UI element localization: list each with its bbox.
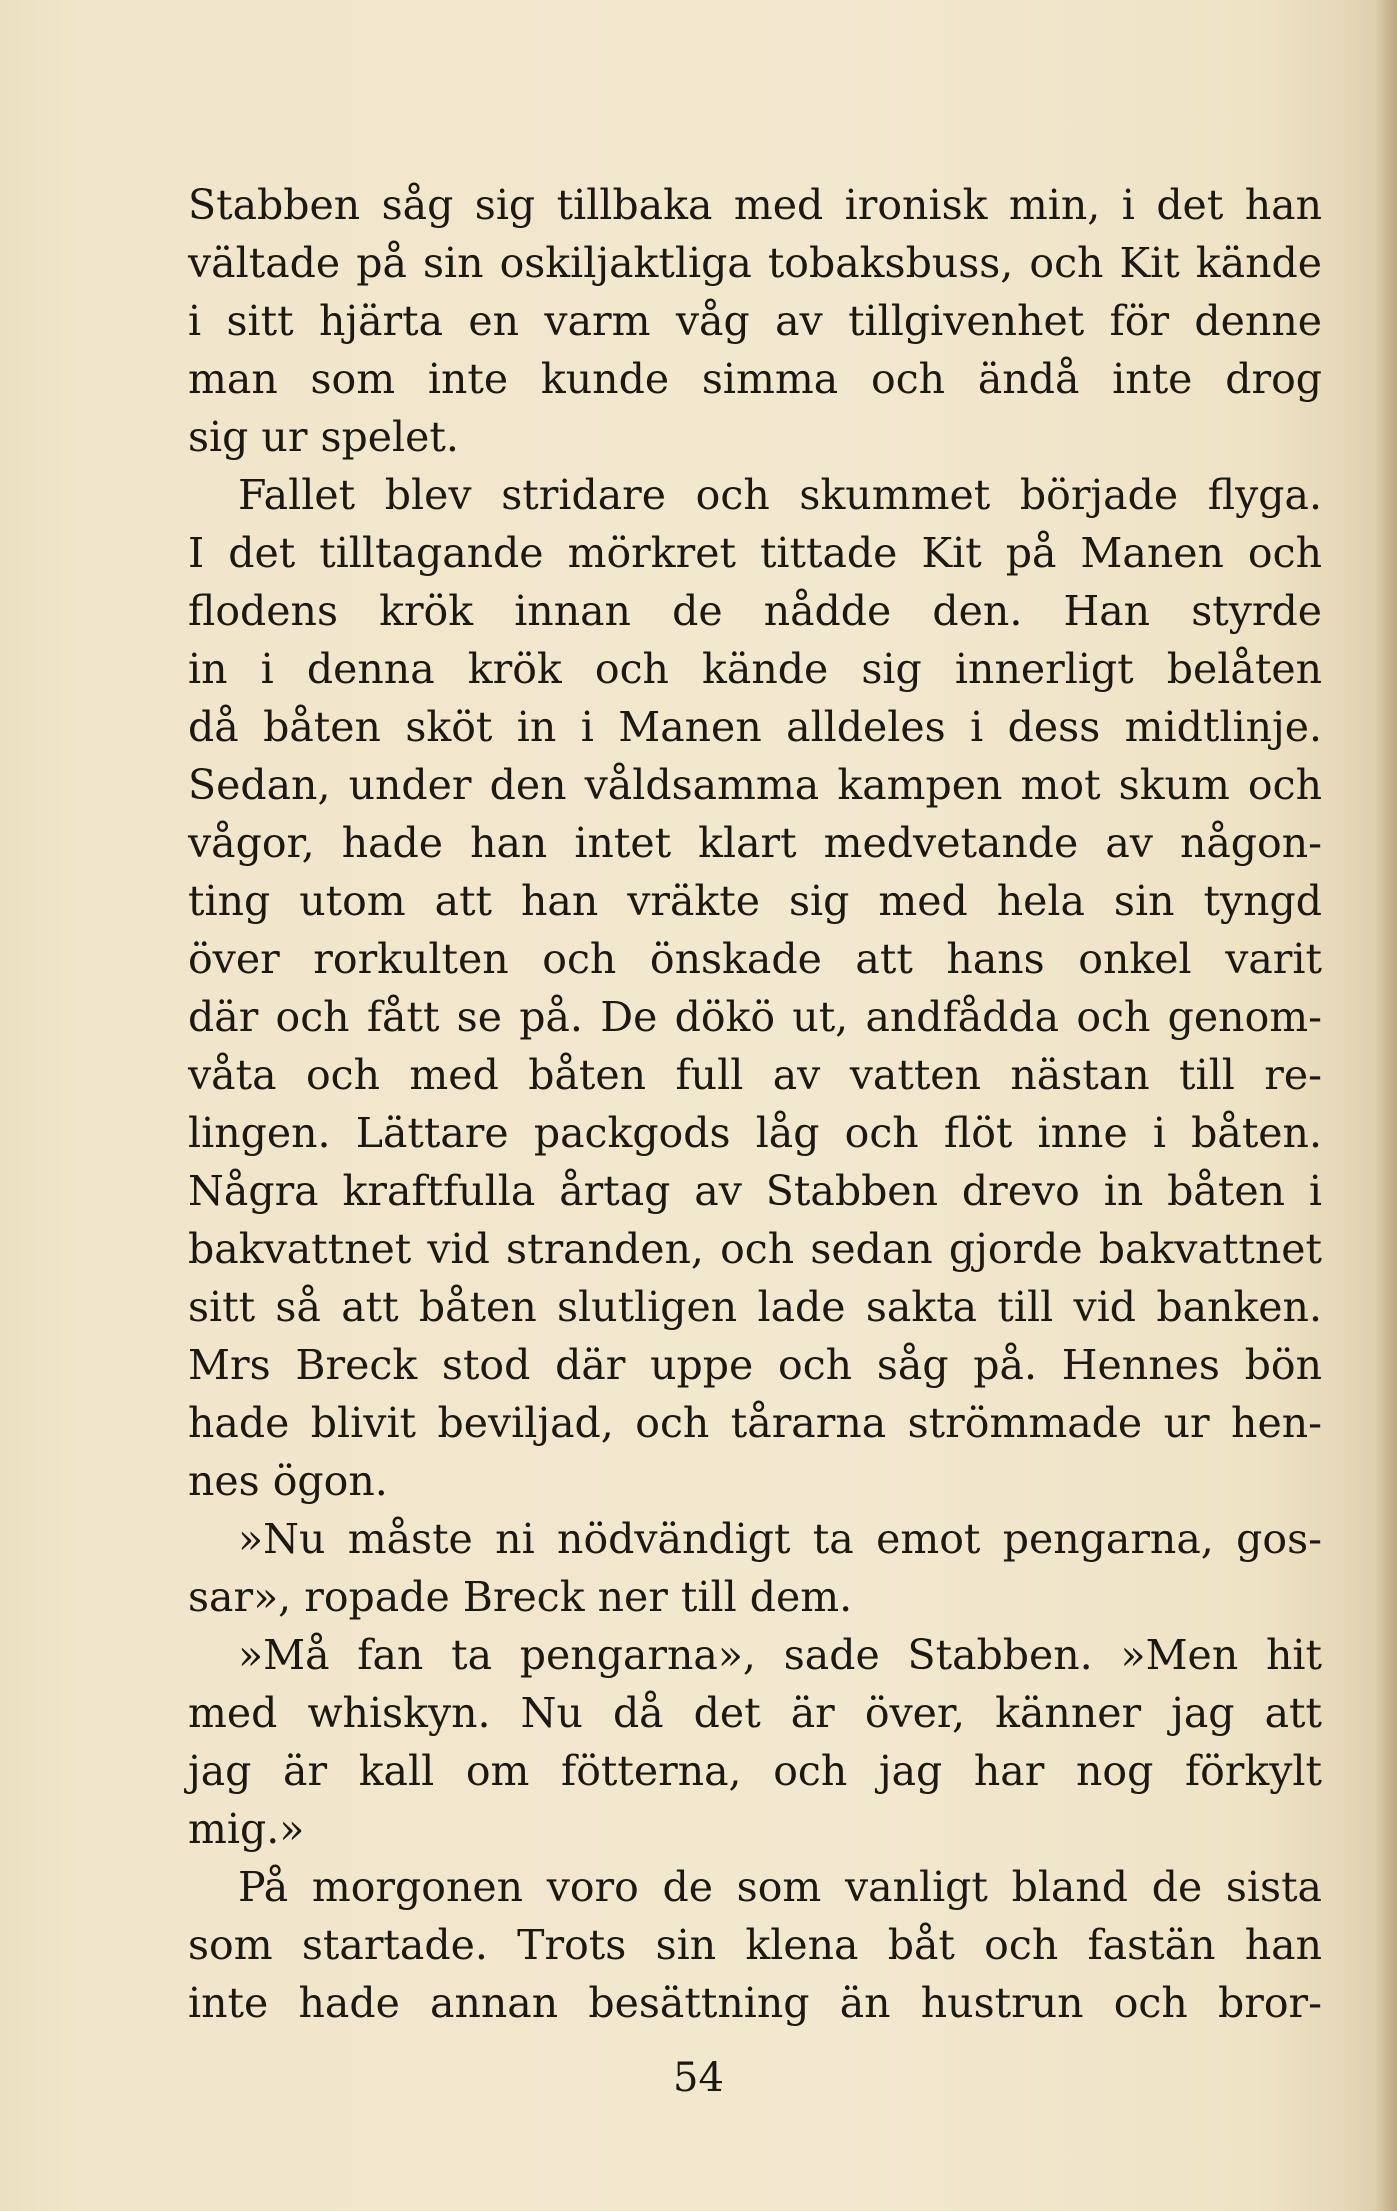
page-edge-shadow <box>1375 0 1397 2211</box>
text-line: med whiskyn. Nu då det är över, känner jag att <box>188 1689 1322 1737</box>
text-line: Stabben såg sig tillbaka med ironisk min, i det han <box>188 181 1322 229</box>
text-line: mig.» <box>188 1805 305 1853</box>
body-text <box>188 176 1322 2032</box>
text-line: »Må fan ta pengarna», sade Stabben. »Men hit <box>238 1631 1322 1679</box>
text-line: nes ögon. <box>188 1457 388 1505</box>
text-line: »Nu måste ni nödvändigt ta emot pengarna, gos- <box>238 1515 1322 1563</box>
text-line: flodens krök innan de nådde den. Han styrde <box>188 587 1322 635</box>
text-line: som startade. Trots sin klena båt och fastän han <box>188 1921 1322 1969</box>
text-line: då båten sköt in i Manen alldeles i dess midtlinje. <box>188 703 1322 751</box>
text-line: inte hade annan besättning än hustrun och bror- <box>188 1979 1322 2027</box>
text-line: På morgonen voro de som vanligt bland de sista <box>238 1863 1322 1911</box>
text-line: lingen. Lättare packgods låg och flöt inne i båten. <box>188 1109 1322 1157</box>
text-line: i sitt hjärta en varm våg av tillgivenhet för denne <box>188 297 1322 345</box>
text-line: Några kraftfulla årtag av Stabben drevo in båten i <box>188 1167 1322 1215</box>
text-line: sar», ropade Breck ner till dem. <box>188 1573 853 1621</box>
text-line: I det tilltagande mörkret tittade Kit på Manen och <box>188 529 1322 577</box>
text-line: över rorkulten och önskade att hans onkel varit <box>188 935 1322 983</box>
text-line: sig ur spelet. <box>188 413 459 461</box>
text-line: där och fått se på. De dökö ut, andfådda och genom- <box>188 993 1322 1041</box>
text-line: bakvattnet vid stranden, och sedan gjorde bakvattnet <box>188 1225 1322 1273</box>
text-line: Fallet blev stridare och skummet började flyga. <box>238 471 1322 519</box>
text-line: Sedan, under den våldsamma kampen mot skum och <box>188 761 1322 809</box>
text-line: ting utom att han vräkte sig med hela sin tyngd <box>188 877 1322 925</box>
text-line: vågor, hade han intet klart medvetande av någon- <box>188 819 1322 867</box>
text-line: in i denna krök och kände sig innerligt belåten <box>188 645 1322 693</box>
text-line: man som inte kunde simma och ändå inte drog <box>188 355 1322 403</box>
text-line: våta och med båten full av vatten nästan till re- <box>188 1051 1322 1099</box>
text-line: hade blivit beviljad, och tårarna strömmade ur hen- <box>188 1399 1322 1447</box>
text-line: sitt så att båten slutligen lade sakta till vid banken. <box>188 1283 1322 1331</box>
page-number: 54 <box>673 2055 724 2101</box>
text-line: Mrs Breck stod där uppe och såg på. Hennes bön <box>188 1341 1322 1389</box>
text-line: jag är kall om fötterna, och jag har nog förkylt <box>188 1747 1322 1795</box>
text-line: vältade på sin oskiljaktliga tobaksbuss, och Kit kände <box>188 239 1322 287</box>
